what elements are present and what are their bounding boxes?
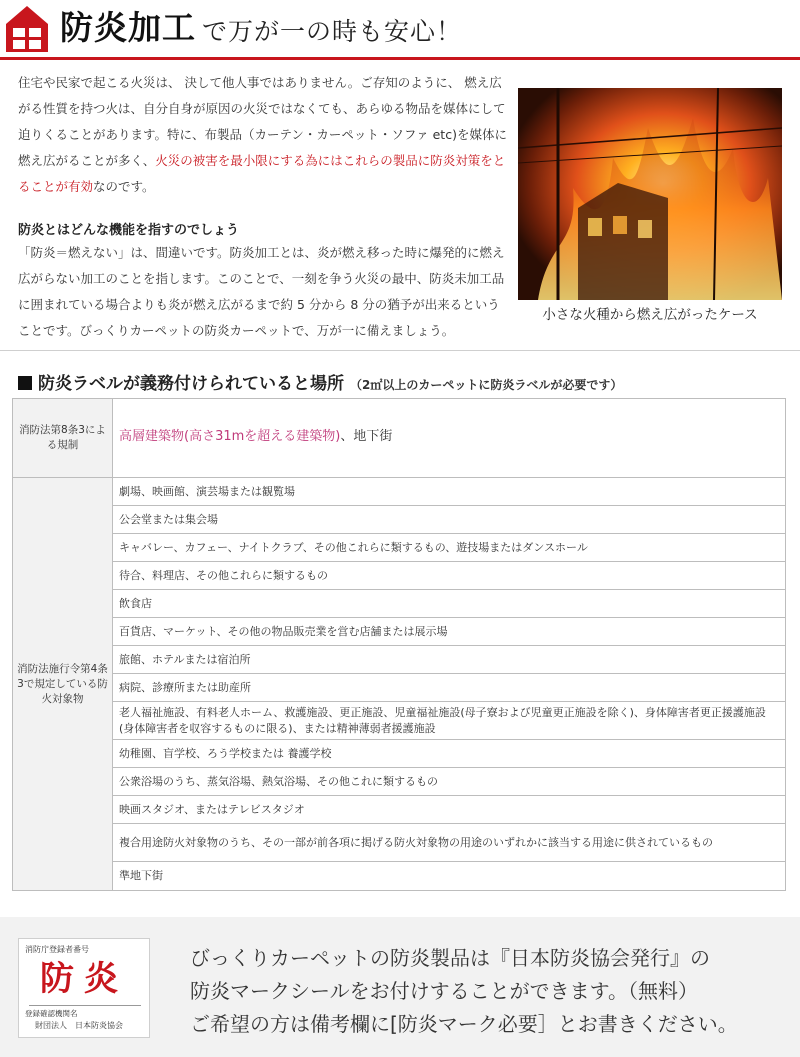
table-highlight: 高層建築物(高さ31mを超える建築物) [119, 429, 341, 444]
bouen-badge [18, 938, 150, 1038]
section-title-text: 防炎ラベルが義務付けられていると場所 [38, 374, 344, 394]
footer-text [190, 942, 790, 1041]
badge-divider [29, 1005, 141, 1006]
intro-text-2: なのです。 [93, 179, 155, 194]
square-bullet-icon [18, 376, 32, 390]
table-row: 公会堂または集会場 [113, 506, 785, 534]
table-cell [113, 399, 785, 477]
badge-mark: 防炎 [40, 959, 128, 999]
table-row: 旅館、ホテルまたは宿泊所 [113, 646, 785, 674]
badge-label-1: 登録確認機関名 [25, 1009, 78, 1018]
page-header [0, 0, 800, 62]
badge-label-2: 財団法人 日本防炎協会 [35, 1021, 123, 1030]
intro-highlight: 火災の被害を最小限にする為にはこれらの製品に防炎対策をとることが有効 [18, 153, 506, 194]
header-divider [0, 57, 800, 60]
table-row: 百貨店、マーケット、その他の物品販売業を営む店舗または展示場 [113, 618, 785, 646]
section-title [18, 372, 622, 397]
fire-photo [518, 88, 782, 300]
table-row-header: 消防法第8条3による規制 [13, 399, 113, 477]
table-row: 公衆浴場のうち、蒸気浴場、熱気浴場、その他これに類するもの [113, 768, 785, 796]
table-row: 映画スタジオ、またはテレビスタジオ [113, 796, 785, 824]
footer-line-1: びっくりカーペットの防炎製品は『日本防炎協会発行』の [190, 946, 710, 970]
table-row: 飲食店 [113, 590, 785, 618]
table-row: 待合、料理店、その他これらに類するもの [113, 562, 785, 590]
table-row-header: 消防法施行令第4条3で規定している防火対象物 [13, 478, 113, 890]
section-note: （2㎡以上のカーペットに防炎ラベルが必要です） [350, 378, 623, 392]
table-row: 劇場、映画館、演芸場または観覧場 [113, 478, 785, 506]
table-row: 病院、診療所または助産所 [113, 674, 785, 702]
footer-line-2: 防炎マークシールをお付けすることができます。（無料） [190, 979, 698, 1003]
badge-top-label: 消防庁登録者番号 [25, 945, 89, 954]
section-divider [0, 350, 800, 351]
faq-answer: 「防炎＝燃えない」は、間違いです。防炎加工とは、炎が燃え移った時に爆発的に燃え広がらない加工のことを指します。このことで、一刻を争う火災の最中、防炎未加工品に囲まれている場合よりも炎が燃え広がるまで約 5 分から 8 分の猶予が出来るということです。びっくりカーペットの防炎カーペットで、万が一に備えましょう。 [18, 245, 505, 338]
faq-question: 防炎とはどんな機能を指すのでしょう [18, 223, 240, 238]
regulation-table [12, 398, 786, 891]
table-row: 老人福祉施設、有料老人ホーム、救護施設、更正施設、児童福祉施設(母子寮および児童更正施設を除く)、身体障害者更正援護施設(身体障害者を収容するものに限る)、または精神薄弱者援護施設 [113, 702, 785, 740]
house-icon [4, 4, 50, 54]
table-row: 幼稚園、盲学校、ろう学校または 養護学校 [113, 740, 785, 768]
page-title: 防炎加工 [60, 8, 196, 47]
table-group-fire-order-4 [13, 478, 785, 890]
intro-text-1: 住宅や民家で起こる火災は、 決して他人事ではありません。ご存知のように、 燃え広がる性質を持つ火は、自分自身が原因の火災ではなくても、あらゆる物品を媒体にして迫りくることがあります。特に、布製品（カーテン・カーペット・ソファ etc)を媒体に燃え広がることが多く、 [18, 75, 507, 168]
table-row: キャバレー、カフェー、ナイトクラブ、その他これらに類するもの、遊技場またはダンスホール [113, 534, 785, 562]
intro-paragraph [18, 70, 512, 200]
table-row: 複合用途防火対象物のうち、その一部が前各項に掲げる防火対象物の用途のいずれかに該当する用途に供されているもの [113, 824, 785, 862]
table-cell-text: 、地下街 [340, 429, 393, 444]
footer-line-3: ご希望の方は備考欄に[防炎マーク必要］とお書きください。 [190, 1012, 738, 1036]
page-subtitle: で万が一の時も安心！ [202, 17, 463, 46]
table-row: 準地下街 [119, 869, 163, 882]
table-group-fire-law-8 [13, 399, 785, 478]
photo-caption: 小さな火種から燃え広がったケース [542, 307, 758, 323]
